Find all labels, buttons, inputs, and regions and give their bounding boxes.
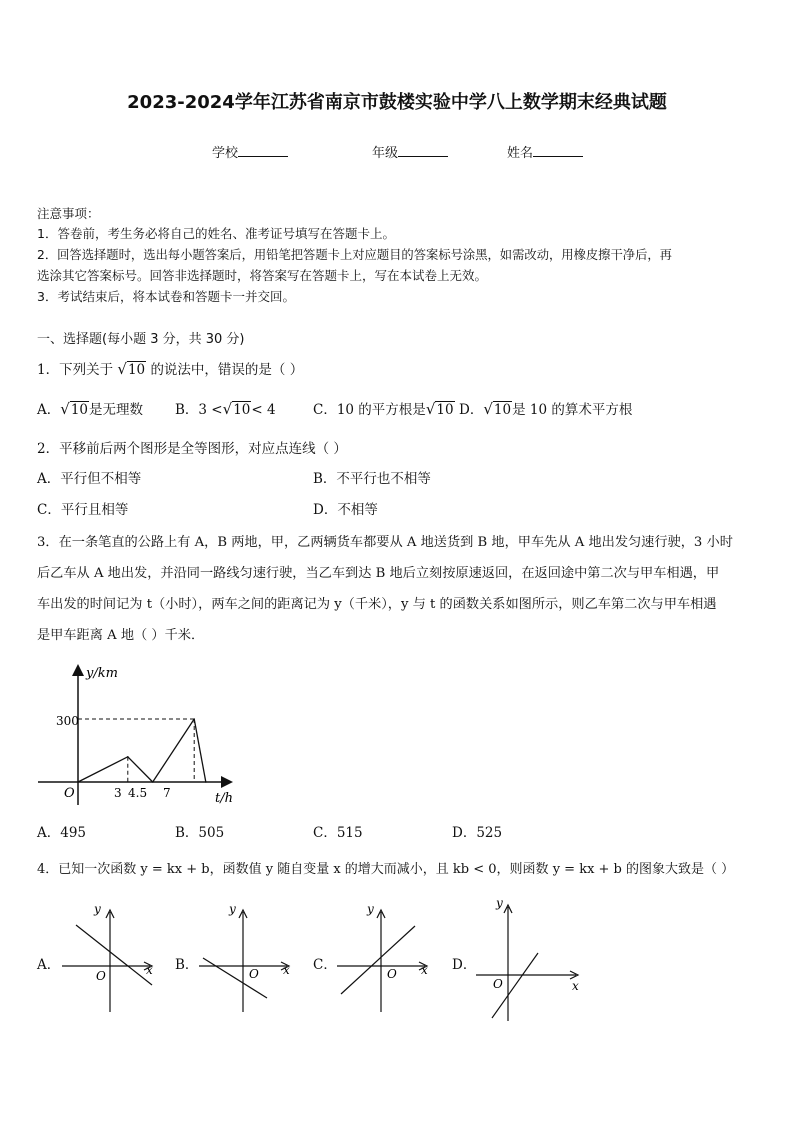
grade-label: 年级 xyxy=(372,146,399,161)
grade-blank[interactable] xyxy=(398,144,448,157)
x-label: x xyxy=(283,963,290,977)
name-label: 姓名 xyxy=(507,146,534,161)
school-label: 学校 xyxy=(212,146,239,161)
function-line xyxy=(341,926,415,994)
q4-graph-d[interactable] xyxy=(472,893,587,1023)
q1-option-b[interactable]: B．3 <√10< 4 xyxy=(175,400,276,418)
x-tick-4-5: 4.5 xyxy=(128,786,148,800)
notes-heading: 注意事项： xyxy=(37,206,100,221)
series-segment xyxy=(153,719,195,782)
x-label: x xyxy=(421,963,428,977)
note-3: 3．考试结束后，将本试卷和答题卡一并交回。 xyxy=(37,289,295,304)
origin-label: O xyxy=(64,786,75,801)
q2-option-b[interactable]: B．不平行也不相等 xyxy=(313,471,431,487)
page-title: 2023-2024学年江苏省南京市鼓楼实验中学八上数学期末经典试题 xyxy=(127,92,667,113)
series-segment xyxy=(78,757,128,782)
school-field[interactable] xyxy=(212,142,288,161)
q1-option-a[interactable]: A．√10是无理数 xyxy=(37,400,143,418)
x-axis-label: t/h xyxy=(215,791,233,806)
data-point xyxy=(193,718,195,720)
note-2b: 选涂其它答案标号。回答非选择题时，将答案写在答题卡上，写在本试卷上无效。 xyxy=(37,268,488,283)
q4-graph-a[interactable] xyxy=(58,900,163,1015)
y-tick-300: 300 xyxy=(56,714,79,728)
question-3-line-4: 是甲车距离 A 地（ ）千米． xyxy=(37,628,205,643)
y-axis-label: y/km xyxy=(86,666,118,681)
series-segment xyxy=(194,719,206,782)
q3-option-a[interactable]: A．495 xyxy=(37,825,87,841)
q4-option-c-label[interactable]: C． xyxy=(313,957,337,973)
series-segment xyxy=(128,757,153,782)
q4-option-d-label[interactable]: D． xyxy=(452,957,477,973)
y-label: y xyxy=(367,902,374,916)
y-label: y xyxy=(229,902,236,916)
question-3-line-2: 后乙车从 A 地出发，并沿同一路线匀速行驶，当乙车到达 B 地后立刻按原速返回，在返回途中第二次与甲车相遇，甲 xyxy=(37,566,720,581)
school-blank[interactable] xyxy=(238,144,288,157)
q1-pre: 1．下列关于 xyxy=(37,362,114,378)
q4-graph-c[interactable] xyxy=(333,900,438,1015)
q4-option-a-label[interactable]: A． xyxy=(37,957,61,973)
origin-label: O xyxy=(493,977,503,991)
data-point xyxy=(77,781,79,783)
origin-label: O xyxy=(96,969,106,983)
q3-series xyxy=(77,718,206,783)
question-1-stem xyxy=(37,358,303,378)
data-point xyxy=(127,756,129,758)
q2-option-c[interactable]: C．平行且相等 xyxy=(37,502,129,518)
name-field[interactable] xyxy=(507,142,583,161)
q1-option-d[interactable]: D．√10是 10 的算术平方根 xyxy=(459,400,633,418)
x-label: x xyxy=(572,979,579,993)
q2-option-a[interactable]: A．平行但不相等 xyxy=(37,471,142,487)
function-line xyxy=(76,925,152,985)
data-point xyxy=(152,781,154,783)
sqrt-10: √10 xyxy=(117,360,146,378)
q3-option-b[interactable]: B．505 xyxy=(175,825,225,841)
question-3-line-3: 车出发的时间记为 t（小时），两车之间的距离记为 y（千米），y 与 t 的函数关系如图所示，则乙车第二次与甲车相遇 xyxy=(37,597,717,612)
q1-post: 的说法中，错误的是（ ） xyxy=(150,362,304,378)
grade-field[interactable] xyxy=(372,142,448,161)
y-label: y xyxy=(496,896,503,910)
q3-option-c[interactable]: C．515 xyxy=(313,825,363,841)
q3-graph xyxy=(30,655,245,810)
question-2-stem: 2．平移前后两个图形是全等图形，对应点连线（ ） xyxy=(37,441,347,457)
question-3-line-1: 3．在一条笔直的公路上有 A，B 两地，甲，乙两辆货车都要从 A 地送货到 B 地，甲车先从 A 地出发匀速行驶，3 小时 xyxy=(37,535,733,550)
note-1: 1．答卷前，考生务必将自己的姓名、准考证号填写在答题卡上。 xyxy=(37,226,395,241)
q3-option-d[interactable]: D．525 xyxy=(452,825,503,841)
name-blank[interactable] xyxy=(533,144,583,157)
q4-option-b-label[interactable]: B． xyxy=(175,957,199,973)
y-label: y xyxy=(94,902,101,916)
q4-graph-b[interactable] xyxy=(195,900,300,1015)
q2-option-d[interactable]: D．不相等 xyxy=(313,502,378,518)
x-label: x xyxy=(146,963,153,977)
x-tick-7: 7 xyxy=(163,786,171,800)
section-heading: 一、选择题(每小题 3 分，共 30 分) xyxy=(37,332,245,347)
origin-label: O xyxy=(249,967,259,981)
q1-option-c[interactable]: C．10 的平方根是√10 xyxy=(313,400,454,418)
question-4-stem: 4．已知一次函数 y = kx + b，函数值 y 随自变量 x 的增大而减小，且 kb < 0，则函数 y = kx + b 的图象大致是（ ） xyxy=(37,862,735,877)
note-2a: 2．回答选择题时，选出每小题答案后，用铅笔把答题卡上对应题目的答案标号涂黑，如需改动，用橡皮擦干净后，再 xyxy=(37,248,672,262)
x-tick-3: 3 xyxy=(114,786,122,800)
origin-label: O xyxy=(387,967,397,981)
data-point xyxy=(205,781,207,783)
